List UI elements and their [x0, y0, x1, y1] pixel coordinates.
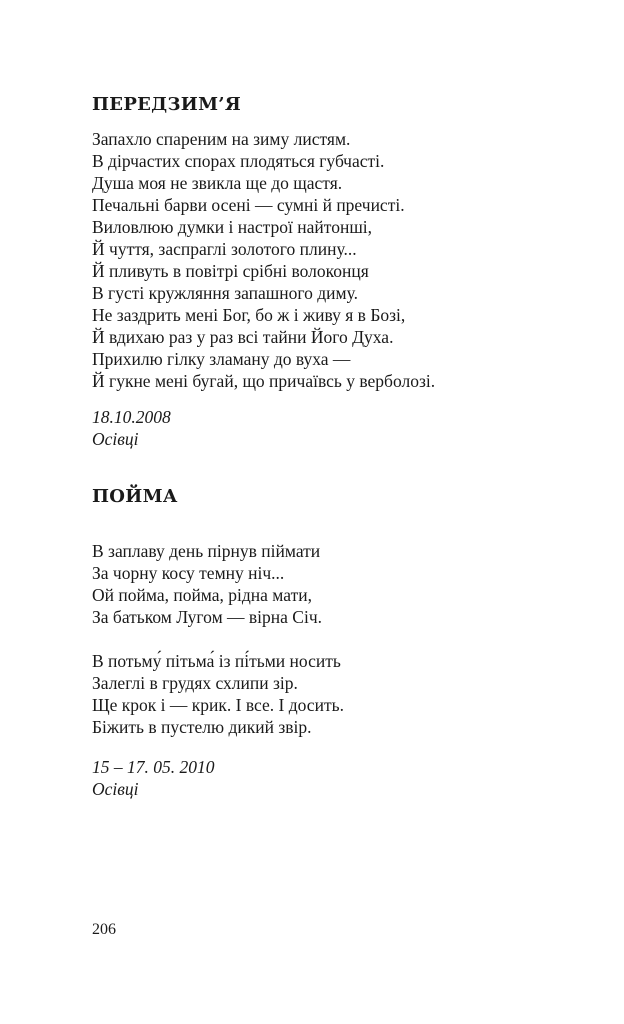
poem-line: В заплаву день пірнув піймати [92, 541, 321, 561]
poem-line: Біжить в пустелю дикий звір. [92, 717, 312, 737]
poem-line: За чорну косу темну ніч... [92, 563, 285, 583]
poem-line: Залеглі в грудях схлипи зір. [92, 673, 298, 693]
poem-date: 18.10.2008 [92, 407, 171, 427]
poem-place: Осівці [92, 429, 139, 449]
poem-line: Й пливуть в повітрі срібні волоконця [92, 261, 369, 281]
poem-place: Осівці [92, 779, 139, 799]
poem-line: Ще крок і — крик. І все. І досить. [92, 695, 344, 715]
poem-line: Й чуття, заспраглі золотого плину... [92, 239, 357, 259]
poem-line: За батьком Лугом — вірна Січ. [92, 607, 322, 627]
poem-title: ПОЙМА [92, 486, 178, 507]
poem-line: Душа моя не звикла ще до щастя. [92, 173, 343, 193]
poem-line: Виловлюю думки і настрої найтонші, [92, 217, 373, 237]
poem-line: Не заздрить мені Бог, бо ж і живу я в Бозі, [92, 305, 406, 325]
poem-line: Печальні барви осені — сумні й пречисті. [92, 195, 405, 215]
poem-stanza [92, 650, 344, 738]
page-number: 206 [92, 921, 116, 938]
poem-line: Прихилю гілку зламану до вуха — [92, 349, 351, 369]
poem-line: В густі кружляння запашного диму. [92, 283, 358, 303]
poem-stanza [92, 540, 322, 628]
poem-line: В потьму́ пітьма́ із пі́тьми носить [92, 651, 341, 671]
poem-date: 15 – 17. 05. 2010 [92, 757, 215, 777]
poem-line: Запахло спареним на зиму листям. [92, 129, 351, 149]
poem-line: В дірчастих спорах плодяться губчасті. [92, 151, 385, 171]
poem-line: Ой пойма, пойма, рідна мати, [92, 585, 312, 605]
poem-stanza [92, 128, 435, 392]
poem-title: ПЕРЕДЗИМ’Я [92, 94, 242, 115]
poem-line: Й гукне мені бугай, що причаївсь у верболозі. [92, 371, 436, 391]
poem-line: Й вдихаю раз у раз всі тайни Його Духа. [92, 327, 394, 347]
